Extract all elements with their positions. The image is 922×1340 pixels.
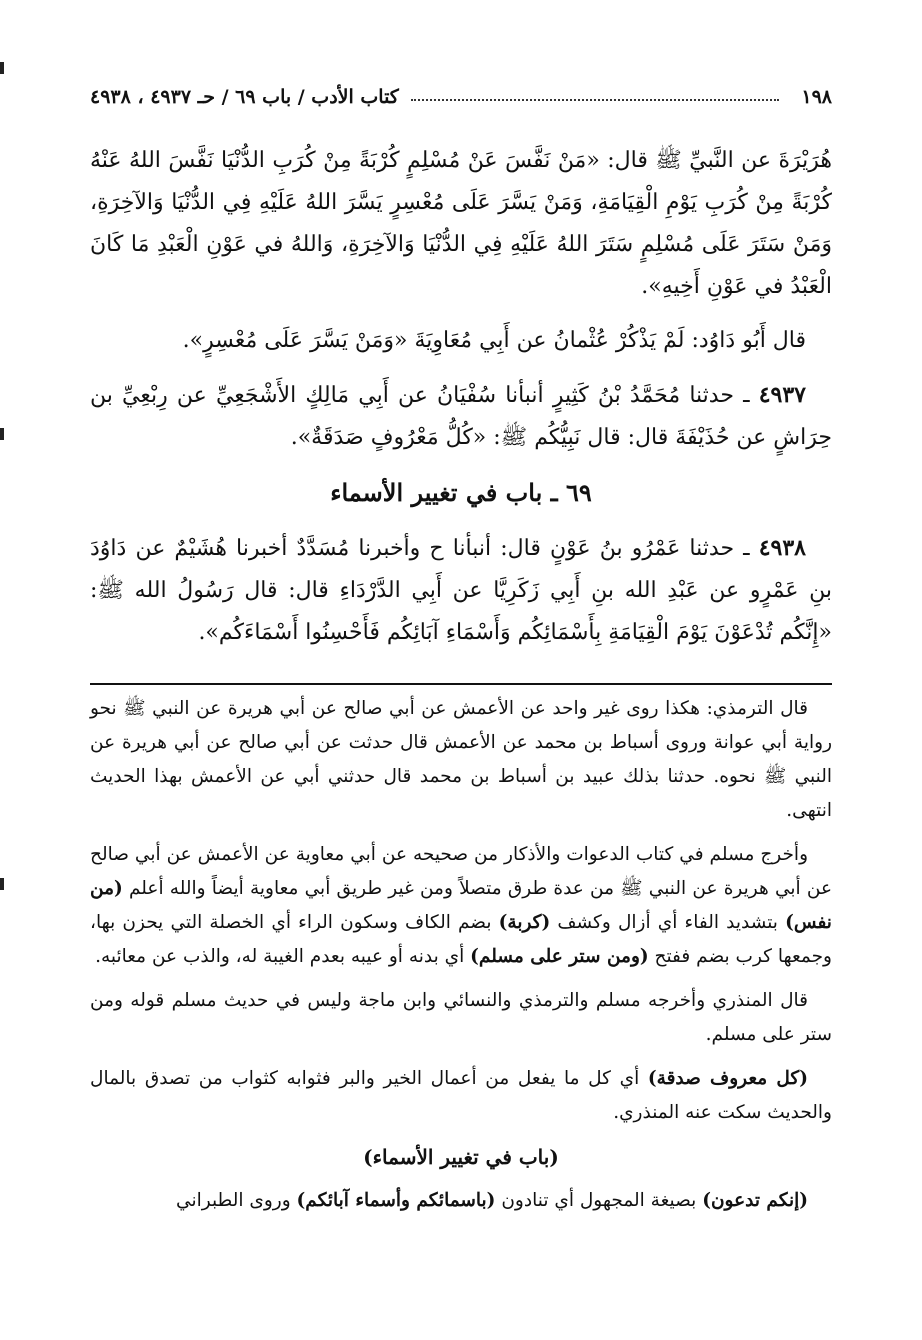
- page-number: ١٩٨: [801, 86, 832, 108]
- running-title: كتاب الأدب / باب ٦٩ / حـ ٤٩٣٧ ، ٤٩٣٨: [90, 86, 399, 108]
- note-text: وأخرج مسلم في كتاب الدعوات والأذكار من صحيحه عن أبي معاوية عن الأعمش عن أبي صالح عن أبي هريرة عن النبي ﷺ من عدة طرق متصلاً ومن غير طريق أبي معاوية أيضاً والله أعلم: [90, 844, 832, 899]
- page-edge-mark: [0, 878, 4, 890]
- note-keyword: (ومن ستر على مسلم): [470, 946, 649, 967]
- hadith-body: ـ حدثنا مُحَمَّدُ بْنُ كَثِيرٍ أنبأنا سُفْيَانُ عن أَبِي مَالِكٍ الأَشْجَعِيِّ عن رِبْعِيِّ بن حِرَاشٍ عن حُذَيْفَةَ قال: قال نَبِيُّكُم ﷺ: «كُلُّ مَعْرُوفٍ صَدَقَةٌ».: [90, 383, 832, 450]
- note-keyword: (باسمائكم وأسماء آبائكم): [296, 1190, 496, 1211]
- note-keyword: (إنكم تدعون): [702, 1190, 808, 1211]
- note-tirmidhi: قال الترمذي: هكذا روى غير واحد عن الأعمش عن أبي صالح عن أبي هريرة عن النبي ﷺ نحو رواية أبي عوانة وروى أسباط بن محمد عن الأعمش قال حدثت عن أبي صالح عن أبي هريرة عن النبي ﷺ نحوه. حدثنا بذلك عبيد بن أسباط بن محمد قال حدثني أبي عن الأعمش بهذا الحديث انتهى.: [90, 698, 832, 821]
- footnote-separator: [90, 683, 832, 685]
- hadith-body: ـ حدثنا عَمْرُو بنُ عَوْنٍ قال: أنبأنا ح وأخبرنا مُسَدَّدٌ أخبرنا هُشَيْمٌ عن دَاوُدَ بنِ عَمْرٍو عن عَبْدِ الله بنِ أَبِي زَكَرِيَّا عن أَبِي الدَّرْدَاءِ قال: قال رَسُولُ الله ﷺ: «إِنَّكُم تُدْعَوْنَ يَوْمَ الْقِيَامَةِ بِأَسْمَائِكُم وَأَسْمَاءِ آبَائِكُم فَأَحْسِنُوا أَسْمَاءَكُم».: [90, 536, 832, 645]
- note-keyword: (من نفس): [90, 878, 832, 933]
- note-mundhiri: قال المنذري وأخرجه مسلم والترمذي والنسائي وابن ماجة وليس في حديث مسلم قوله ومن ستر على مسلم.: [90, 990, 832, 1045]
- note-text: وروى الطبراني: [176, 1190, 291, 1211]
- hadith-number: ٤٩٣٨: [758, 535, 806, 561]
- note-text: بصيغة المجهول أي تنادون: [501, 1190, 697, 1211]
- header-leader-dots: [411, 99, 780, 101]
- hadith-number: ٤٩٣٧: [758, 382, 806, 408]
- page-edge-mark: [0, 62, 4, 74]
- running-header: [90, 82, 832, 112]
- note-maruf: [90, 1062, 832, 1130]
- hadith-4938: [90, 527, 832, 654]
- hadith-text: [90, 140, 832, 666]
- note-text: بتشديد الفاء أي أزال وكشف: [557, 912, 778, 933]
- hadith-paragraph: هُرَيْرَةَ عن النَّبيِّ ﷺ قال: «مَنْ نَفَّسَ عَنْ مُسْلِمٍ كُرْبَةً مِنْ كُرَبِ الدُّنْيَا نَفَّسَ اللهُ عَنْهُ كُرْبَةً مِنْ كُرَبِ يَوْمِ الْقِيَامَةِ، وَمَنْ يَسَّرَ عَلَى مُعْسِرٍ يَسَّرَ اللهُ عَلَيْهِ فِي الدُّنْيَا وَالآخِرَةِ، وَمَنْ سَتَرَ عَلَى مُسْلِمٍ سَتَرَ اللهُ عَلَيْهِ فِي الدُّنْيَا وَالآخِرَةِ، وَاللهُ في عَوْنِ الْعَبْدِ مَا كَانَ الْعَبْدُ في عَوْنِ أَخِيهِ».: [90, 148, 832, 299]
- note-names: [90, 1184, 832, 1218]
- note-text: أي كل ما يفعل من أعمال الخير والبر فثوابه كثواب من تصدق بالمال والحديث سكت عنه المنذري.: [90, 1068, 832, 1123]
- notes-chapter-heading: (باب في تغيير الأسماء): [363, 1145, 559, 1169]
- page-edge-mark: [0, 428, 4, 440]
- chapter-heading: ٦٩ ـ باب في تغيير الأسماء: [330, 478, 592, 507]
- note-text: أي بدنه أو عيبه بعدم الغيبة له، والذب عن معائبه.: [95, 946, 465, 967]
- note-keyword: (كربة): [498, 912, 551, 933]
- note-muslim: [90, 838, 832, 974]
- abu-dawud-comment: قال أَبُو دَاوُد: لَمْ يَذْكُرْ عُثْمانُ عن أَبِي مُعَاوِيَةَ «وَمَنْ يَسَّرَ عَلَى مُعْسِرٍ».: [182, 328, 806, 353]
- note-text: بضم الكاف وسكون الراء أي الخصلة التي يحزن بها، وجمعها كرب بضم ففتح: [90, 912, 832, 967]
- hadith-4937: [90, 374, 832, 459]
- note-keyword: (كل معروف صدقة): [647, 1068, 808, 1089]
- commentary-notes: [90, 692, 832, 1228]
